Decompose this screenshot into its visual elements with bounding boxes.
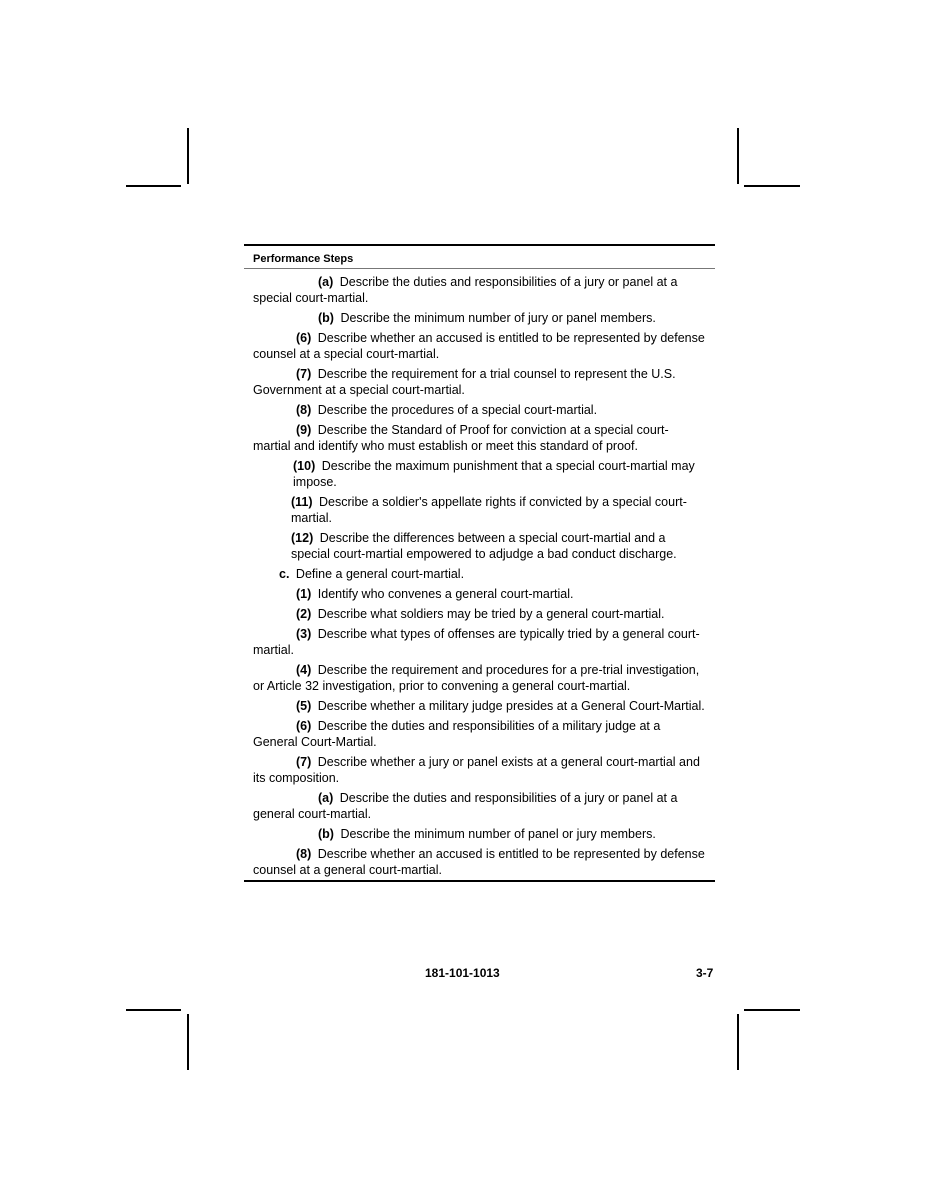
- step-text: Describe whether an accused is entitled to be represented by defense counsel at a special court-martial.: [253, 331, 705, 361]
- step-text: Describe whether an accused is entitled to be represented by defense counsel at a general court-martial.: [253, 847, 705, 877]
- crop-mark-top-left-horizontal: [126, 185, 181, 187]
- step-label: (3): [296, 627, 312, 641]
- step-item: [253, 846, 705, 878]
- step-text: Describe the requirement and procedures for a pre-trial investigation, or Article 32 investigation, prior to convening a general court-martial.: [253, 663, 700, 693]
- step-text: Describe the requirement for a trial counsel to represent the U.S. Government at a special court-martial.: [253, 367, 676, 397]
- step-label: (8): [296, 403, 312, 417]
- step-label: (5): [296, 699, 312, 713]
- step-label: (6): [296, 719, 312, 733]
- step-text: Describe the maximum punishment that a special court-martial may impose.: [293, 459, 695, 489]
- step-item: [253, 626, 705, 658]
- step-item: [253, 330, 705, 362]
- step-item: [253, 494, 705, 526]
- step-label: (4): [296, 663, 312, 677]
- crop-mark-bottom-right-vertical: [737, 1014, 739, 1070]
- step-label: (6): [296, 331, 312, 345]
- page-content: [244, 244, 715, 882]
- crop-mark-bottom-right-horizontal: [744, 1009, 800, 1011]
- crop-mark-top-left-vertical: [187, 128, 189, 184]
- step-text: Describe the duties and responsibilities of a jury or panel at a special court-martial.: [253, 275, 678, 305]
- step-item: [253, 718, 705, 750]
- step-label: (10): [293, 459, 316, 473]
- step-text: Describe the Standard of Proof for conviction at a special court-martial and identify who must establish or meet this standard of proof.: [253, 423, 669, 453]
- step-item: [253, 402, 705, 418]
- step-item: [253, 458, 705, 490]
- crop-mark-top-right-vertical: [737, 128, 739, 184]
- crop-mark-top-right-horizontal: [744, 185, 800, 187]
- step-text: Describe whether a jury or panel exists at a general court-martial and its composition.: [253, 755, 700, 785]
- step-item: [253, 754, 705, 786]
- step-text: Describe the duties and responsibilities of a jury or panel at a general court-martial.: [253, 791, 678, 821]
- step-item: [253, 310, 705, 326]
- step-label: (1): [296, 587, 312, 601]
- step-label: (7): [296, 755, 312, 769]
- step-text: Describe what types of offenses are typically tried by a general court-martial.: [253, 627, 700, 657]
- step-text: Describe the duties and responsibilities of a military judge at a General Court-Martial.: [253, 719, 661, 749]
- step-label: c.: [279, 567, 290, 581]
- document-number: 181-101-1013: [425, 966, 500, 980]
- crop-mark-bottom-left-horizontal: [126, 1009, 181, 1011]
- step-text: Describe the procedures of a special court-martial.: [317, 403, 598, 417]
- step-label: (a): [318, 791, 334, 805]
- step-label: (a): [318, 275, 334, 289]
- step-label: (8): [296, 847, 312, 861]
- step-label: (12): [291, 531, 314, 545]
- step-item: [253, 530, 705, 562]
- step-item: [253, 662, 705, 694]
- step-text: Describe the differences between a special court-martial and a special court-martial empowered to adjudge a bad conduct discharge.: [291, 531, 677, 561]
- step-label: (9): [296, 423, 312, 437]
- step-text: Describe the minimum number of jury or panel members.: [340, 311, 656, 325]
- step-item: [253, 698, 705, 714]
- page-number: 3-7: [696, 966, 714, 980]
- step-text: Describe the minimum number of panel or jury members.: [340, 827, 656, 841]
- step-item: [253, 606, 705, 622]
- bottom-rule: [244, 880, 715, 882]
- step-item: [253, 790, 705, 822]
- step-label: (11): [291, 495, 313, 509]
- step-item: [253, 274, 705, 306]
- step-label: (2): [296, 607, 312, 621]
- step-label: (7): [296, 367, 312, 381]
- section-header: Performance Steps: [253, 253, 354, 265]
- step-text: Identify who convenes a general court-martial.: [317, 587, 574, 601]
- step-text: Describe whether a military judge presides at a General Court-Martial.: [317, 699, 705, 713]
- step-item: [253, 826, 705, 842]
- step-item: [253, 422, 705, 454]
- step-item: [253, 366, 705, 398]
- step-label: (b): [318, 311, 334, 325]
- steps-list: [244, 269, 715, 878]
- step-text: Describe what soldiers may be tried by a general court-martial.: [317, 607, 665, 621]
- step-text: Define a general court-martial.: [295, 567, 465, 581]
- step-item: [253, 566, 705, 582]
- step-item: [253, 586, 705, 602]
- crop-mark-bottom-left-vertical: [187, 1014, 189, 1070]
- step-text: Describe a soldier's appellate rights if convicted by a special court-martial.: [291, 495, 687, 525]
- step-label: (b): [318, 827, 334, 841]
